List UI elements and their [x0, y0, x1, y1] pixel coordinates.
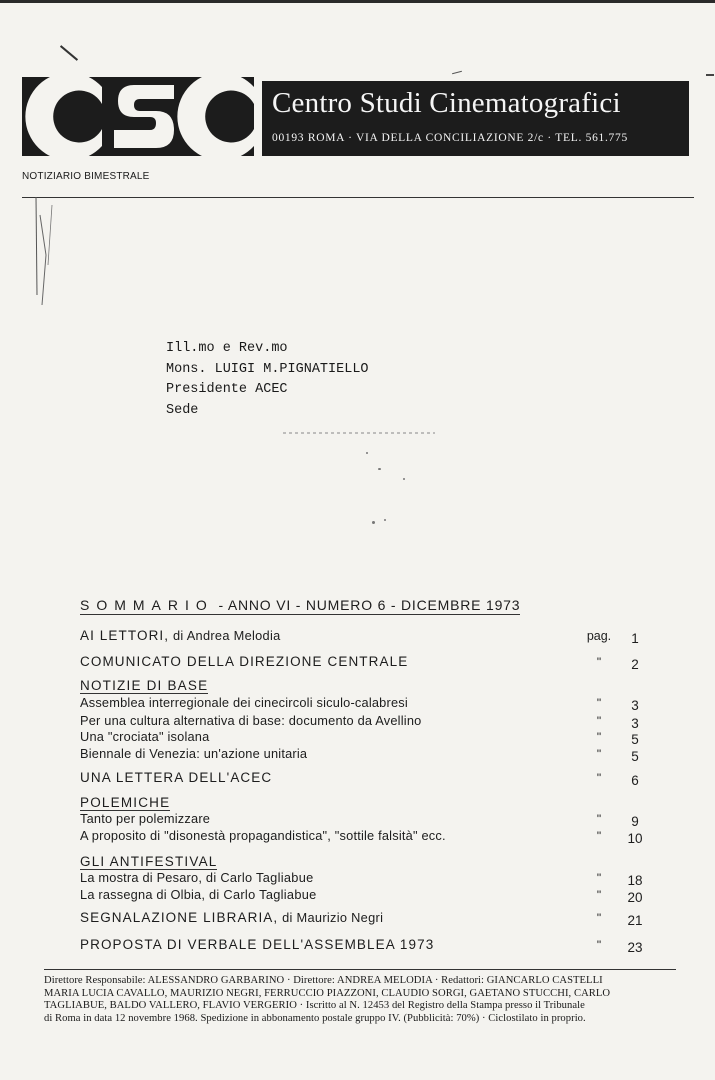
speck — [366, 452, 368, 454]
toc-entry — [80, 811, 640, 829]
footer-divider — [44, 969, 676, 970]
toc-section-heading: NOTIZIE DI BASE — [80, 678, 209, 693]
entry-page: 3 — [631, 698, 639, 713]
entry-title: Per una cultura alternativa di base: documento da Avellino — [80, 713, 422, 728]
entry-page: 2 — [631, 657, 639, 672]
entry-title: PROPOSTA DI VERBALE DELL'ASSEMBLEA 1973 — [80, 937, 435, 952]
entry-title: La mostra di Pesaro, — [80, 870, 203, 885]
entry-page: 1 — [631, 631, 639, 646]
ink-mark — [60, 45, 78, 61]
recipient-line: Mons. LUIGI M.PIGNATIELLO — [166, 361, 369, 377]
entry-ditto: " — [596, 771, 602, 785]
toc-entry — [80, 746, 640, 764]
ink-mark — [706, 74, 714, 76]
entry-author: di Andrea Melodia — [169, 628, 281, 643]
recipient-line: Presidente ACEC — [166, 382, 288, 397]
masthead-title: Centro Studi Cinematografici — [272, 87, 621, 119]
entry-ditto: " — [596, 938, 602, 952]
toc-entry — [80, 770, 640, 788]
colophon — [44, 975, 676, 1025]
speck — [403, 478, 405, 480]
entry-title: Assemblea interregionale dei cinecircoli siculo-calabresi — [80, 695, 408, 710]
speck — [372, 521, 375, 524]
toc-entry — [80, 695, 640, 713]
entry-ditto: " — [596, 730, 602, 744]
entry-title: Tanto per polemizzare — [80, 811, 211, 826]
masthead-address: 00193 ROMA · VIA DELLA CONCILIAZIONE 2/c · TEL. 561.775 — [272, 132, 628, 144]
colophon-line: MARIA LUCIA CAVALLO, MAURIZIO NEGRI, FERRUCCIO PIAZZONI, CLAUDIO SORGI, GAETANO STUCCHI, CARLO — [44, 987, 611, 999]
ink-mark — [452, 71, 462, 75]
entry-ditto: " — [596, 911, 602, 925]
toc-entry — [80, 870, 643, 888]
toc-entry — [80, 887, 643, 905]
entry-ditto: " — [596, 747, 602, 761]
toc-entry — [80, 910, 643, 928]
entry-title: COMUNICATO DELLA DIREZIONE CENTRALE — [80, 654, 409, 669]
entry-title: UNA LETTERA DELL'ACEC — [80, 770, 273, 785]
entry-author: di Maurizio Negri — [278, 910, 384, 925]
speck — [384, 519, 386, 521]
toc-entry — [80, 628, 640, 646]
toc-section-heading: POLEMICHE — [80, 795, 171, 810]
entry-page: 9 — [631, 814, 639, 829]
entry-page: 18 — [627, 873, 643, 888]
toc-heading — [80, 597, 520, 615]
recipient-address — [166, 339, 369, 421]
entry-ditto: " — [596, 696, 602, 710]
top-edge-line — [0, 0, 715, 3]
entry-page: 3 — [631, 716, 639, 731]
newsletter-subtitle: NOTIZIARIO BIMESTRALE — [22, 171, 150, 182]
entry-title: Una "crociata" isolana — [80, 729, 210, 744]
entry-page: 6 — [631, 773, 639, 788]
colophon-line: di Roma in data 12 novembre 1968. Spedizione in abbonamento postale gruppo IV. (Pubblicità: 70%) · Ciclostilato in proprio. — [44, 1012, 586, 1024]
csc-logo-graphic — [22, 77, 254, 156]
toc-section-heading: GLI ANTIFESTIVAL — [80, 854, 218, 869]
entry-title: La rassegna di Olbia, — [80, 887, 206, 902]
toc-entry — [80, 654, 640, 672]
margin-ink-marks — [32, 195, 62, 315]
header-divider — [22, 197, 694, 198]
recipient-line: Ill.mo e Rev.mo — [166, 341, 288, 356]
toc-entry — [80, 937, 643, 955]
entry-page: 10 — [627, 831, 643, 846]
entry-page: 5 — [631, 732, 639, 747]
entry-ditto: " — [596, 812, 602, 826]
colophon-line: Direttore Responsabile: ALESSANDRO GARBARINO · Direttore: ANDREA MELODIA · Redattori: GIANCARLO CASTELLI — [44, 975, 603, 986]
entry-author: di Carlo Tagliabue — [202, 870, 314, 885]
entry-title: Biennale di Venezia: un'azione unitaria — [80, 746, 308, 761]
entry-title: SEGNALAZIONE LIBRARIA, — [80, 910, 279, 925]
entry-ditto: " — [596, 888, 602, 902]
entry-ditto: " — [596, 871, 602, 885]
entry-page: 20 — [627, 890, 643, 905]
entry-title: A proposito di "disonestà propagandistica", "sottile falsità" ecc. — [80, 828, 446, 843]
speck — [378, 468, 381, 470]
entry-page: 21 — [627, 913, 643, 928]
toc-heading-label: SOMMARIO — [80, 597, 214, 613]
toc-entry — [80, 828, 643, 846]
entry-ditto: pag. — [586, 629, 612, 643]
recipient-line: Sede — [166, 402, 199, 418]
csc-logo — [22, 77, 254, 156]
entry-ditto: " — [596, 714, 602, 728]
entry-title: AI LETTORI, — [80, 628, 170, 643]
toc-issue: - ANNO VI - NUMERO 6 - DICEMBRE 1973 — [213, 597, 521, 613]
entry-ditto: " — [596, 829, 602, 843]
entry-ditto: " — [596, 655, 602, 669]
colophon-line: TAGLIABUE, BALDO VALLERO, FLAVIO VERGERIO · Iscritto al N. 12453 del Registro della Stampa presso il Tribunale — [44, 1000, 585, 1012]
faint-mark — [283, 432, 435, 434]
toc-entry — [80, 729, 640, 747]
entry-page: 23 — [627, 940, 643, 955]
entry-author: di Carlo Tagliabue — [205, 887, 317, 902]
entry-page: 5 — [631, 749, 639, 764]
masthead-banner — [262, 81, 689, 156]
